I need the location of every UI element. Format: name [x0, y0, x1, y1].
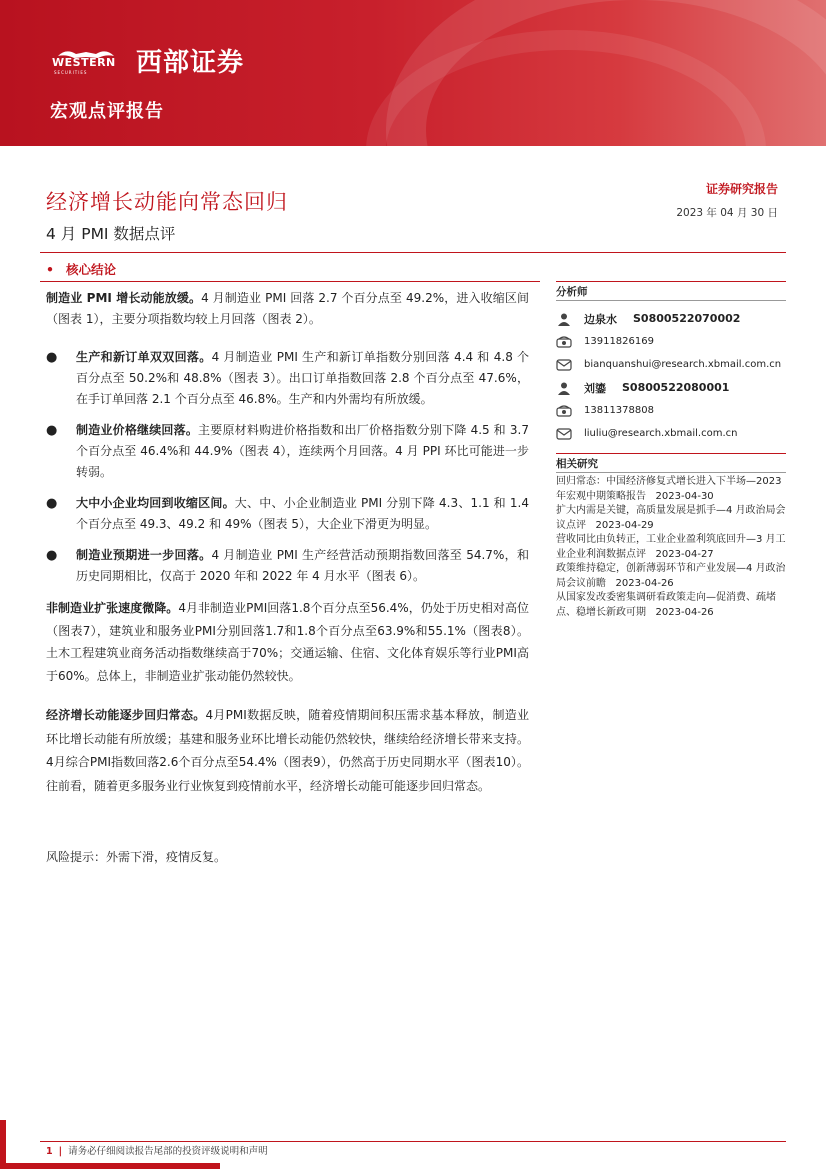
person-icon — [556, 312, 572, 326]
report-subtitle: 4 月 PMI 数据点评 — [46, 225, 176, 243]
related-item[interactable]: 政策维持稳定，创新薄弱环节和产业发展—4 月政治局会议前瞻 2023-04-26 — [556, 563, 786, 589]
analyst-name: 边泉水 — [584, 312, 617, 326]
list-item — [46, 347, 529, 410]
footer-divider — [40, 1141, 786, 1142]
related-item[interactable]: 回归常态：中国经济修复式增长进入下半场—2023 年宏观中期策略报告 2023-04-30 — [556, 476, 782, 502]
section-heading — [46, 260, 116, 278]
corner-decoration — [0, 1163, 220, 1169]
analyst-phone: 13811378808 — [584, 405, 654, 416]
footer-separator: | — [58, 1146, 63, 1157]
paragraph-text: 4 月制造业 PMI 回落 2.7 个百分点至 49.2%，进入收缩区间（图表 1），主要分项指数均较上月回落（图表 2）。 — [46, 291, 530, 326]
bullet-icon: ● — [46, 548, 58, 563]
paragraph-lead: 非制造业扩张速度微降。 — [46, 601, 179, 615]
corner-decoration — [0, 1120, 6, 1169]
bullet-lead: 制造业预期进一步回落。 — [76, 548, 212, 562]
person-icon — [556, 381, 572, 395]
list-item — [46, 420, 529, 483]
email-icon — [556, 358, 572, 372]
analyst-phone: 13911826169 — [584, 336, 654, 347]
report-title: 经济增长动能向常态回归 — [46, 190, 288, 214]
report-date: 2023 年 04 月 30 日 — [676, 207, 778, 219]
bullet-icon: ● — [46, 496, 58, 511]
report-type: 证券研究报告 — [705, 182, 778, 196]
body-column — [46, 288, 529, 875]
analyst-phone-row — [556, 330, 786, 353]
related-item[interactable]: 营收同比由负转正，工业企业盈利筑底回升—3 月工业企业利润数据点评 2023-04-27 — [556, 534, 786, 560]
header-banner — [0, 0, 826, 146]
analyst-heading: 分析师 — [556, 281, 786, 301]
footer-disclaimer: 请务必仔细阅读报告尾部的投资评级说明和声明 — [68, 1146, 268, 1157]
bullet-text: 主要原材料购进价格指数和出厂价格指数分别下降 4.5 和 3.7 个百分点至 46.4%和 44.9%（图表 4），连续两个月回落。4 月 PPI 环比可能进一步转弱。 — [76, 423, 529, 479]
paragraph-nonmanufacturing — [46, 597, 529, 687]
report-category: 宏观点评报告 — [50, 101, 164, 122]
related-research-list — [556, 475, 786, 620]
paragraph-text: 4月非制造业PMI回落1.8个百分点至56.4%，仍处于历史相对高位（图表7），建筑业和服务业PMI分别回落1.7和1.8个百分点至63.9%和55.1%（图表8）。土木工程建筑业商务活动指数继续高于70%；交通运输、住宿、文化体育娱乐等行业PMI高于60%。总体上，非制造业扩张动能仍然较快。 — [46, 601, 529, 683]
bullet-text: 4 月制造业 PMI 生产经营活动预期指数回落至 54.7%，和历史同期相比，仅高于 2020 年和 2022 年 4 月水平（图表 6）。 — [76, 548, 529, 583]
analyst-email[interactable]: liuliu@research.xbmail.com.cn — [584, 428, 738, 439]
bullet-text: 大、中、小企业制造业 PMI 分别下降 4.3、1.1 和 1.4 个百分点至 49.3、49.2 和 49%（图表 5），大企业下滑更为明显。 — [76, 496, 529, 531]
logo-english-sub: SECURITIES — [54, 70, 88, 75]
related-item[interactable]: 扩大内需是关键，高质量发展是抓手—4 月政治局会议点评 2023-04-29 — [556, 505, 786, 531]
bullet-lead: 生产和新订单双双回落。 — [76, 350, 212, 364]
paragraph-text: 4月PMI数据反映，随着疫情期间积压需求基本释放，制造业环比增长动能有所放缓；基建和服务业环比增长动能仍然较快，继续给经济增长带来支持。4月综合PMI指数回落2.6个百分点至54.4%（图表9），仍然高于历史同期水平（图表10）。往前看，随着更多服务业行业恢复到疫情前水平，经济增长动能可能逐步回归常态。 — [46, 708, 529, 793]
logo-english: WESTERN — [52, 56, 116, 69]
analyst-name-row — [556, 307, 786, 330]
bullet-lead: 大中小企业均回到收缩区间。 — [76, 496, 235, 510]
related-research-heading: 相关研究 — [556, 453, 786, 473]
paragraph-manufacturing — [46, 288, 529, 330]
email-icon — [556, 427, 572, 441]
section-heading-text: 核心结论 — [66, 262, 117, 277]
list-item — [46, 545, 529, 587]
analyst-email-row — [556, 353, 786, 376]
bullet-icon: • — [46, 262, 54, 277]
analyst-name: 刘鎏 — [584, 381, 606, 395]
paragraph-lead: 制造业 PMI 增长动能放缓。 — [46, 291, 202, 305]
list-item — [46, 493, 529, 535]
analyst-email-row — [556, 422, 786, 445]
divider — [40, 281, 540, 282]
phone-icon — [556, 404, 572, 418]
analyst-email[interactable]: bianquanshui@research.xbmail.com.cn — [584, 359, 782, 370]
related-item[interactable]: 从国家发改委密集调研看政策走向—促消费、疏堵点、稳增长新政可期 2023-04-26 — [556, 592, 776, 618]
analyst-phone-row — [556, 399, 786, 422]
analyst-cert: S0800522070002 — [633, 312, 741, 325]
bullet-text: 4 月制造业 PMI 生产和新订单指数分别回落 4.4 和 4.8 个百分点至 50.2%和 48.8%（图表 3）。出口订单指数回落 2.8 个百分点至 47.6%，在手订单回落 2.1 个百分点至 46.8%。生产和内外需均有所放缓。 — [76, 350, 529, 406]
paragraph-outlook — [46, 704, 529, 798]
analyst-cert: S0800522080001 — [622, 381, 730, 394]
phone-icon — [556, 335, 572, 349]
page-number: 1 — [46, 1146, 53, 1157]
analyst-name-row — [556, 376, 786, 399]
risk-warning: 风险提示：外需下滑，疫情反复。 — [46, 850, 227, 864]
logo-chinese: 西部证券 — [136, 48, 245, 78]
footer — [46, 1143, 268, 1157]
divider — [40, 252, 786, 253]
sidebar — [556, 281, 786, 620]
bullet-lead: 制造业价格继续回落。 — [76, 423, 199, 437]
bullet-icon: ● — [46, 423, 58, 438]
paragraph-lead: 经济增长动能逐步回归常态。 — [46, 708, 206, 722]
bullet-icon: ● — [46, 350, 58, 365]
